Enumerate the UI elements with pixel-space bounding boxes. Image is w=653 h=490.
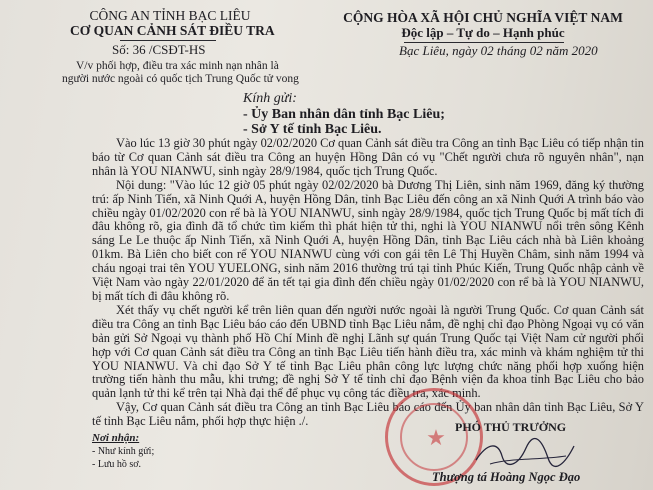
document-body [92,137,644,429]
country-name: CỘNG HÒA XÃ HỘI CHỦ NGHĨA VIỆT NAM [343,10,623,25]
signer-name: Thượng tá Hoàng Ngọc Đạo [432,470,581,484]
subject-line-2: người nước ngoài có quốc tịch Trung Quốc tử vong [62,73,299,85]
footer-recipient-1: - Như kính gửi; [92,446,155,457]
recipients-label: Kính gửi: [243,91,297,106]
recipient-ubnd: - Ủy Ban nhân dân tỉnh Bạc Liêu; [243,107,445,122]
stamp-inner-ring [400,403,468,471]
recipient-so-y-te: - Sở Y tế tỉnh Bạc Liêu. [243,122,382,137]
agency-line-1: CÔNG AN TỈNH BẠC LIÊU [89,8,251,23]
document-number: Số: 36 /CSĐT-HS [112,42,206,57]
paragraph-3: Xét thấy vụ chết người kể trên liên quan đến người nước ngoài là người Trung Quốc. Cơ quan Cảnh sát điều tra Công an tỉnh Bạc Liêu báo cáo đến UBND tỉnh Bạc Liêu nắm, đề nghị chỉ đạo Phòng Ngoại vụ có văn bản gửi Sở Ngoại vụ thành phố Hồ Chí Minh đề nghị Lãnh sự quán Trung Quốc tại Việt Nam cử người phối hợp với Cơ quan Cảnh sát điều tra Công an tỉnh Bạc Liêu tiến hành điều tra, xác minh và khám nghiệm tử thi YOU NIANWU. Và chỉ đạo Sở Y tế tỉnh Bạc Liêu phân công lực lượng chức năng phối hợp xuống hiện trường tiến hành thu mẫu, khi trưng; đề nghị Sở Y tế tỉnh chỉ đạo Bệnh viện đa khoa tỉnh Bạc Liêu cho bảo quản lạnh tử thi kể trên tại Nhà đại thể để phục vụ công tác điều tra, xác minh. [92,302,644,401]
paragraph-2: Nội dung: "Vào lúc 12 giờ 05 phút ngày 02/02/2020 bà Dương Thị Liên, sinh năm 1969, đăng ký thường trú: ấp Ninh Tiến, xã Ninh Quới A, huyện Hồng Dân, tỉnh Bạc Liêu đến công an xã Ninh Quới A trình báo vào chiều ngày 01/02/2020 con rể bà là YOU NIANWU, sinh ngày 28/9/1984, quốc tịch Trung Quốc bị mất tích đi đâu không rõ, gia đình đã tổ chức tìm kiếm thì phát hiện tử thi, nghi là YOU NIANWU nổi trên sông Kênh sáng Le Le thuộc ấp Ninh Tiến, xã Ninh Quới A, huyện Hồng Dân, tỉnh Bạc Liêu cách nhà bà Liên khoảng 01km. Bà Liên cho biết con rể YOU NIANWU cùng với con gái tên Lê Thị Huyền Châm, sinh năm 1994 và cháu ngoại trai tên YOU YUELONG, sinh năm 2016 thường trú tại tỉnh Phúc Kiến, Trung Quốc nhập cảnh về Việt Nam vào ngày 22/01/2020 để ăn tết tại gia đình đến chiều ngày 01/02/2020 con rể bà là YOU NIANWU, bị mất tích đi đâu không rõ. [92,177,644,303]
footer-recipient-2: - Lưu hồ sơ. [92,459,142,470]
subject-line-1: V/v phối hợp, điều tra xác minh nạn nhân là [76,60,279,72]
signer-title: PHÓ THỦ TRƯỞNG [455,420,567,434]
signature [470,436,580,468]
place-date: Bạc Liêu, ngày 02 tháng 02 năm 2020 [399,43,598,58]
national-motto: Độc lập – Tự do – Hạnh phúc [401,25,565,40]
stamp-star-icon: ★ [426,425,446,450]
paragraph-4: Vậy, Cơ quan Cảnh sát điều tra Công an tỉnh Bạc Liêu báo cáo đến Ủy ban nhân dân tỉnh Bạc Liêu, Sở Y tế tỉnh Bạc Liêu nắm, phối hợp thực hiện ./. [92,400,644,429]
agency-underline [120,40,216,41]
agency-line-2: CƠ QUAN CẢNH SÁT ĐIỀU TRA [70,23,275,38]
footer-recipients-label: Nơi nhận: [92,432,140,444]
paragraph-1: Vào lúc 13 giờ 30 phút ngày 02/02/2020 Cơ quan Cảnh sát điều tra Công an tỉnh Bạc Liêu có tiếp nhận tin báo từ Cơ quan Cảnh sát điều tra Công an huyện Hồng Dân có vụ "Chết người chưa rõ nguyên nhân", nạn nhân là YOU NIANWU, sinh ngày 28/9/1984, quốc tịch Trung Quốc. [92,136,644,178]
